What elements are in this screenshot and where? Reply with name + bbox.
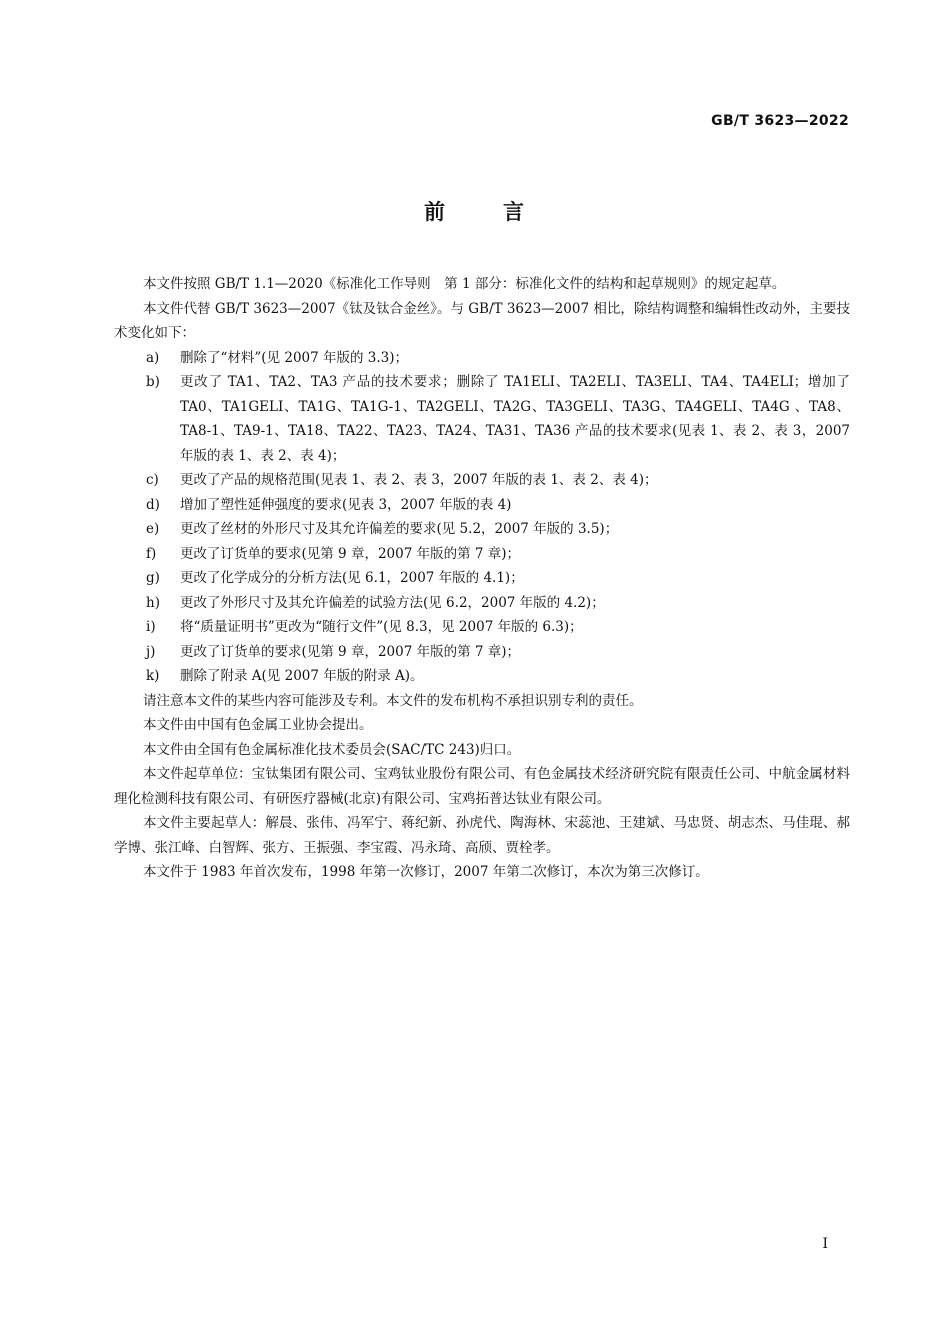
page-number: I xyxy=(822,1236,828,1252)
drafting-units-paragraph: 本文件起草单位：宝钛集团有限公司、宝鸡钛业股份有限公司、有色金属技术经济研究院有限责任公司、中航金属材料理化检测科技有限公司、有研医疗器械(北京)有限公司、宝鸡拓普达钛业有限公司。 xyxy=(114,766,850,807)
list-item xyxy=(114,591,850,616)
list-item-label: d) xyxy=(146,496,160,513)
list-item-text: 更改了 TA1、TA2、TA3 产品的技术要求；删除了 TA1ELI、TA2ELI、TA3ELI、TA4、TA4ELI；增加了 TA0、TA1GELI、TA1G、TA1G-1、TA2GELI、TA2G、TA3GELI、TA3G、TA4GELI、TA4G 、TA8、TA8-1、TA9-1、TA18、TA22、TA23、TA24、TA31、TA36 产品的技术要求(见表 1、表 2、表 3，2007 年版的表 1、表 2、表 4)； xyxy=(180,374,850,464)
list-item-text: 更改了订货单的要求(见第 9 章，2007 年版的第 7 章)； xyxy=(180,545,521,562)
list-item-text: 更改了产品的规格范围(见表 1、表 2、表 3，2007 年版的表 1、表 2、表 4)； xyxy=(180,472,658,488)
list-item-text: 删除了“材料”(见 2007 年版的 3.3)； xyxy=(180,349,409,366)
list-item-label: e) xyxy=(146,521,160,537)
list-item-label: i) xyxy=(146,619,156,635)
list-item-label: b) xyxy=(146,374,160,390)
list-item xyxy=(114,370,850,468)
list-item-label: f) xyxy=(146,545,157,562)
list-item xyxy=(114,566,850,591)
page-title xyxy=(0,196,950,226)
list-item-text: 增加了塑性延伸强度的要求(见表 3，2007 年版的表 4) xyxy=(180,496,512,513)
standard-code: GB/T 3623—2022 xyxy=(711,113,849,129)
list-item-label: c) xyxy=(146,472,159,488)
list-item xyxy=(114,517,850,542)
list-item xyxy=(114,542,850,567)
list-item xyxy=(114,493,850,518)
list-item xyxy=(114,346,850,371)
intro-paragraph: 本文件按照 GB/T 1.1—2020《标准化工作导则 第 1 部分：标准化文件的结构和起草规则》的规定起草。 xyxy=(143,276,786,292)
list-item-text: 更改了化学成分的分析方法(见 6.1，2007 年版的 4.1)； xyxy=(180,570,524,586)
list-item-label: g) xyxy=(146,570,160,586)
list-item-text: 更改了订货单的要求(见第 9 章，2007 年版的第 7 章)； xyxy=(180,643,521,660)
list-item xyxy=(114,615,850,640)
list-item xyxy=(114,664,850,689)
note-paragraph: 本文件由全国有色金属标准化技术委员会(SAC/TC 243)归口。 xyxy=(143,741,521,758)
drafters-paragraph: 本文件主要起草人：解晨、张伟、冯军宁、蒋纪新、孙虎代、陶海林、宋蕊池、王建斌、马忠贤、胡志杰、马佳琨、郝学博、张江峰、白智辉、张方、王振强、李宝霞、冯永琦、高颀、贾栓孝。 xyxy=(114,815,850,856)
list-item-text: 更改了丝材的外形尺寸及其允许偏差的要求(见 5.2，2007 年版的 3.5)； xyxy=(180,521,619,537)
document-body xyxy=(114,272,850,885)
list-item xyxy=(114,640,850,665)
title-char-2: 言 xyxy=(503,200,526,224)
list-item-text: 删除了附录 A(见 2007 年版的附录 A)。 xyxy=(180,668,424,684)
list-item xyxy=(114,468,850,493)
list-item-label: h) xyxy=(146,594,160,611)
intro-paragraph: 本文件代替 GB/T 3623—2007《钛及钛合金丝》。与 GB/T 3623—2007 相比，除结构调整和编辑性改动外，主要技术变化如下： xyxy=(114,300,850,341)
note-paragraph: 本文件由中国有色金属工业协会提出。 xyxy=(143,717,373,733)
list-item-label: j) xyxy=(146,643,156,660)
history-paragraph: 本文件于 1983 年首次发布，1998 年第一次修订，2007 年第二次修订，本次为第三次修订。 xyxy=(143,864,709,880)
note-paragraph: 请注意本文件的某些内容可能涉及专利。本文件的发布机构不承担识别专利的责任。 xyxy=(143,692,643,709)
change-list xyxy=(114,346,850,689)
list-item-text: 将“质量证明书”更改为“随行文件”(见 8.3，见 2007 年版的 6.3)； xyxy=(180,619,583,635)
title-char-1: 前 xyxy=(424,200,447,224)
list-item-label: k) xyxy=(146,668,160,684)
list-item-text: 更改了外形尺寸及其允许偏差的试验方法(见 6.2，2007 年版的 4.2)； xyxy=(180,594,605,611)
list-item-label: a) xyxy=(146,349,160,366)
